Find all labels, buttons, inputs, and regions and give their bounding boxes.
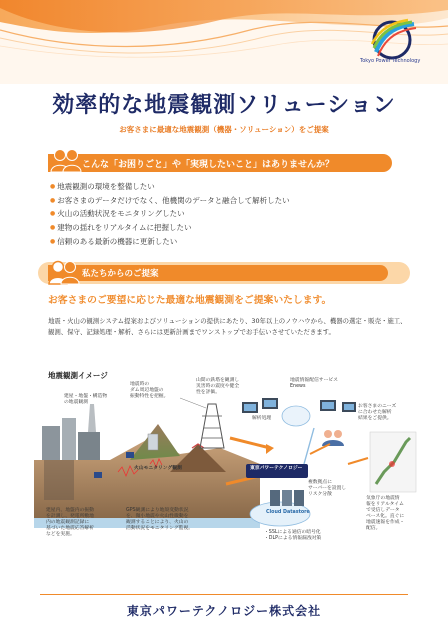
page-title: 効率的な地震観測ソリューション: [52, 93, 396, 118]
proposal-body: 地震・火山の観測システム提案およびソリューションの提供にあたり、30年以上のノウハウから、機器の選定・販売・施工、観測、保守、記録処理・解析、さらには更新計画までワンストップでお手伝いさせていただきます。: [48, 317, 407, 337]
section1-heading: こんな「お困りごと」や「実現したいこと」はありませんか？: [82, 160, 335, 170]
logo-caption: Tokyo Power Technology: [360, 58, 421, 64]
footer-divider: [40, 594, 408, 595]
label-cloud: 複数拠点に サーバーを設置し リスク分散: [308, 480, 347, 497]
list-item: ● 建物の揺れをリアルタイムに把握したい: [50, 221, 390, 235]
proposal-people-icon: [48, 258, 82, 286]
list-item: ● 火山の活動状況をモニタリングしたい: [50, 207, 390, 221]
list-item: ● 地震観測の環境を整備したい: [50, 180, 390, 194]
label-volcano: 火山モニタリング観測: [134, 466, 182, 471]
proposal-lead: お客さまのご要望に応じた最適な地震観測をご提案いたします。: [48, 295, 332, 306]
label-tower: 山間の鉄塔を観測し 災害時の震度や健全 性を評価。: [196, 378, 240, 395]
label-jma: 気象庁の地震情 報をリアルタイム で受信しデータ ベース化。直ぐに 地震速報を作成・ 配信。: [366, 496, 405, 531]
label-enews: 地震情報配信サービス Enews: [290, 378, 338, 389]
label-cloud-datastore: Cloud Datastore: [266, 510, 310, 515]
label-buildings: 建屋・地盤・構造物 の地震観測: [64, 394, 108, 405]
label-needs: お客さまのニーズ に合わせた解析 結果をご提供。: [358, 404, 397, 421]
section2-heading-bar: [48, 265, 388, 281]
diagram-title: 地震観測イメージ: [48, 371, 108, 380]
section2-heading: 私たちからのご提案: [82, 269, 159, 279]
worried-people-icon: [50, 146, 84, 174]
concerns-list: [50, 180, 390, 249]
label-analysis: 解析処理: [252, 416, 272, 421]
list-item: ● お客さまのデータだけでなく、他機関のデータと融合して解析したい: [50, 194, 390, 208]
seismic-observation-diagram: [30, 368, 428, 568]
company-name: 東京パワーテクノロジー株式会社: [126, 604, 322, 618]
label-building-detail: 建屋内、地盤内の振動 を計測し、発電所敷地 内の地震観測記録に 基づいた地震応答解析 などを実施。: [46, 508, 94, 537]
list-item: ● 信頼のある最新の機器に更新したい: [50, 235, 390, 249]
label-tpt: 東京パワーテクノロジー: [250, 466, 303, 471]
label-ssl: ・SSLによる通信の暗号化 ・DLPによる情報漏洩対策: [264, 530, 322, 541]
page-subtitle: お客さまに最適な地震観測（機器・ソリューション）をご提案: [119, 125, 329, 134]
label-dam: 地震時の ダム周辺地盤の 振動特性を把握。: [130, 382, 169, 399]
label-gps: GPS観測により地殻変動状況 を、微小地震や火山性微動を 観測することにより、火山の 活動状況をモニタリング監視。: [126, 508, 194, 531]
section1-heading-bar: [48, 154, 392, 172]
header-band: [0, 0, 448, 84]
